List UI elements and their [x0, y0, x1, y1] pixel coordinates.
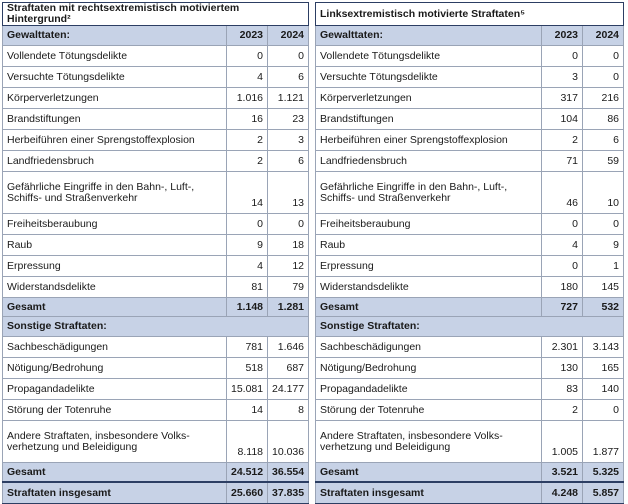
cell-2023: 2.301	[542, 337, 583, 358]
cell-2023: 104	[542, 109, 583, 130]
row-label: Landfriedensbruch	[316, 151, 542, 172]
year-header-2023: 2023	[542, 26, 583, 46]
cell-2024: 0	[268, 214, 309, 235]
row-label: Gefährliche Eingriffe in den Bahn-, Luft-, Schiffs- und Straßenverkehr	[316, 172, 542, 214]
cell-2023: 3	[542, 67, 583, 88]
table-row	[3, 130, 309, 151]
row-label: Brandstiftungen	[3, 109, 227, 130]
row-label: Erpressung	[316, 256, 542, 277]
cell-2024: 23	[268, 109, 309, 130]
cell-2023: 16	[227, 109, 268, 130]
table-row	[316, 256, 624, 277]
cell-2024: 24.177	[268, 379, 309, 400]
cell-2023: 0	[227, 46, 268, 67]
cell-2023: 2	[542, 400, 583, 421]
table-row	[316, 46, 624, 67]
table-row	[316, 337, 624, 358]
row-label: Freiheitsberaubung	[316, 214, 542, 235]
cell-2024: 9	[583, 235, 624, 256]
cell-2023: 71	[542, 151, 583, 172]
cell-2023: 0	[227, 214, 268, 235]
row-label: Sachbeschädigungen	[316, 337, 542, 358]
row-label: Freiheitsberaubung	[3, 214, 227, 235]
cell-2023: 4	[227, 256, 268, 277]
subtotal-label: Gesamt	[3, 463, 227, 483]
grand-total-label: Straftaten insgesamt	[316, 482, 542, 504]
row-label: Gefährliche Eingriffe in den Bahn-, Luft-, Schiffs- und Straßenverkehr	[3, 172, 227, 214]
subtotal-2023: 727	[542, 298, 583, 317]
table-row	[316, 214, 624, 235]
subtotal-2023: 24.512	[227, 463, 268, 483]
cell-2024: 145	[583, 277, 624, 298]
row-label: Propagandadelikte	[3, 379, 227, 400]
table-row	[3, 109, 309, 130]
row-label: Nötigung/Bedrohung	[316, 358, 542, 379]
cell-2024: 6	[268, 67, 309, 88]
grand-total-row	[316, 482, 624, 504]
cell-2023: 14	[227, 172, 268, 214]
subtotal-2024: 532	[583, 298, 624, 317]
section-header-other: Sonstige Straftaten:	[316, 317, 624, 337]
cell-2023: 2	[542, 130, 583, 151]
grand-total-label: Straftaten insgesamt	[3, 482, 227, 504]
cell-2023: 46	[542, 172, 583, 214]
table-row	[3, 235, 309, 256]
cell-2023: 518	[227, 358, 268, 379]
table-row	[316, 379, 624, 400]
cell-2024: 1.121	[268, 88, 309, 109]
cell-2024: 18	[268, 235, 309, 256]
table-row	[3, 379, 309, 400]
cell-2024: 3	[268, 130, 309, 151]
table-row	[316, 88, 624, 109]
row-label: Andere Straftaten, insbesondere Volks-verhetzung und Beleidigung	[3, 421, 227, 463]
table-row	[316, 421, 624, 463]
row-label: Störung der Totenruhe	[316, 400, 542, 421]
row-label: Brandstiftungen	[316, 109, 542, 130]
table-row	[3, 358, 309, 379]
cell-2023: 1.016	[227, 88, 268, 109]
section-header-row	[316, 26, 624, 46]
year-header-2023: 2023	[227, 26, 268, 46]
cell-2024: 1.877	[583, 421, 624, 463]
table-row	[3, 277, 309, 298]
table-row	[3, 400, 309, 421]
subtotal-2023: 3.521	[542, 463, 583, 483]
cell-2024: 10	[583, 172, 624, 214]
section-header-row	[3, 26, 309, 46]
section-header-violence: Gewalttaten:	[316, 26, 542, 46]
table-row	[316, 151, 624, 172]
subtotal-label: Gesamt	[3, 298, 227, 317]
row-label: Sachbeschädigungen	[3, 337, 227, 358]
cell-2023: 180	[542, 277, 583, 298]
cell-2024: 140	[583, 379, 624, 400]
subtotal-row	[316, 298, 624, 317]
row-label: Herbeiführen einer Sprengstoffexplosion	[3, 130, 227, 151]
row-label: Widerstandsdelikte	[3, 277, 227, 298]
right-wing-crime-table	[2, 2, 309, 504]
subtotal-2024: 36.554	[268, 463, 309, 483]
cell-2024: 13	[268, 172, 309, 214]
table-row	[3, 256, 309, 277]
cell-2024: 687	[268, 358, 309, 379]
subtotal-row	[3, 298, 309, 317]
cell-2024: 8	[268, 400, 309, 421]
table-row	[3, 337, 309, 358]
cell-2024: 0	[583, 67, 624, 88]
row-label: Propagandadelikte	[316, 379, 542, 400]
cell-2023: 0	[542, 214, 583, 235]
year-header-2024: 2024	[583, 26, 624, 46]
grand-total-2023: 25.660	[227, 482, 268, 504]
table-row	[3, 88, 309, 109]
row-label: Vollendete Tötungsdelikte	[316, 46, 542, 67]
table-row	[3, 421, 309, 463]
cell-2024: 86	[583, 109, 624, 130]
cell-2024: 12	[268, 256, 309, 277]
cell-2024: 59	[583, 151, 624, 172]
grand-total-row	[3, 482, 309, 504]
cell-2024: 79	[268, 277, 309, 298]
grand-total-2024: 5.857	[583, 482, 624, 504]
table-row	[316, 358, 624, 379]
table-row	[3, 151, 309, 172]
row-label: Körperverletzungen	[316, 88, 542, 109]
cell-2023: 1.005	[542, 421, 583, 463]
row-label: Widerstandsdelikte	[316, 277, 542, 298]
cell-2023: 2	[227, 130, 268, 151]
table-row	[316, 109, 624, 130]
row-label: Versuchte Tötungsdelikte	[316, 67, 542, 88]
cell-2024: 1.646	[268, 337, 309, 358]
cell-2024: 10.036	[268, 421, 309, 463]
row-label: Raub	[316, 235, 542, 256]
table-row	[316, 130, 624, 151]
subtotal-2024: 5.325	[583, 463, 624, 483]
row-label: Versuchte Tötungsdelikte	[3, 67, 227, 88]
cell-2024: 165	[583, 358, 624, 379]
cell-2024: 0	[268, 46, 309, 67]
grand-total-2023: 4.248	[542, 482, 583, 504]
cell-2023: 4	[542, 235, 583, 256]
cell-2023: 81	[227, 277, 268, 298]
cell-2024: 6	[583, 130, 624, 151]
table-row	[3, 214, 309, 235]
table-row	[3, 172, 309, 214]
table-title: Linksextremistisch motivierte Straftaten⁵	[316, 3, 624, 26]
year-header-2024: 2024	[268, 26, 309, 46]
table-title-row	[316, 3, 624, 26]
row-label: Andere Straftaten, insbesondere Volks-verhetzung und Beleidigung	[316, 421, 542, 463]
table-row	[316, 172, 624, 214]
subtotal-label: Gesamt	[316, 463, 542, 483]
grand-total-2024: 37.835	[268, 482, 309, 504]
cell-2023: 14	[227, 400, 268, 421]
subtotal-row	[3, 463, 309, 483]
cell-2023: 8.118	[227, 421, 268, 463]
table-row	[3, 46, 309, 67]
cell-2023: 83	[542, 379, 583, 400]
section-header-row	[3, 317, 309, 337]
cell-2023: 15.081	[227, 379, 268, 400]
row-label: Erpressung	[3, 256, 227, 277]
row-label: Herbeiführen einer Sprengstoffexplosion	[316, 130, 542, 151]
cell-2023: 4	[227, 67, 268, 88]
table-title: Straftaten mit rechtsextremistisch motiviertem Hintergrund²	[3, 3, 309, 26]
cell-2024: 6	[268, 151, 309, 172]
section-header-row	[316, 317, 624, 337]
cell-2023: 2	[227, 151, 268, 172]
subtotal-2023: 1.148	[227, 298, 268, 317]
subtotal-2024: 1.281	[268, 298, 309, 317]
left-wing-crime-table	[315, 2, 624, 504]
cell-2023: 317	[542, 88, 583, 109]
section-header-violence: Gewalttaten:	[3, 26, 227, 46]
cell-2023: 0	[542, 256, 583, 277]
cell-2024: 3.143	[583, 337, 624, 358]
subtotal-label: Gesamt	[316, 298, 542, 317]
row-label: Nötigung/Bedrohung	[3, 358, 227, 379]
section-header-other: Sonstige Straftaten:	[3, 317, 309, 337]
subtotal-row	[316, 463, 624, 483]
row-label: Landfriedensbruch	[3, 151, 227, 172]
cell-2023: 0	[542, 46, 583, 67]
cell-2024: 0	[583, 214, 624, 235]
table-title-row	[3, 3, 309, 26]
table-row	[316, 400, 624, 421]
table-row	[3, 67, 309, 88]
cell-2024: 0	[583, 400, 624, 421]
table-row	[316, 235, 624, 256]
cell-2023: 9	[227, 235, 268, 256]
row-label: Störung der Totenruhe	[3, 400, 227, 421]
cell-2023: 781	[227, 337, 268, 358]
cell-2023: 130	[542, 358, 583, 379]
row-label: Raub	[3, 235, 227, 256]
table-row	[316, 277, 624, 298]
cell-2024: 216	[583, 88, 624, 109]
row-label: Körperverletzungen	[3, 88, 227, 109]
cell-2024: 1	[583, 256, 624, 277]
cell-2024: 0	[583, 46, 624, 67]
table-row	[316, 67, 624, 88]
row-label: Vollendete Tötungsdelikte	[3, 46, 227, 67]
